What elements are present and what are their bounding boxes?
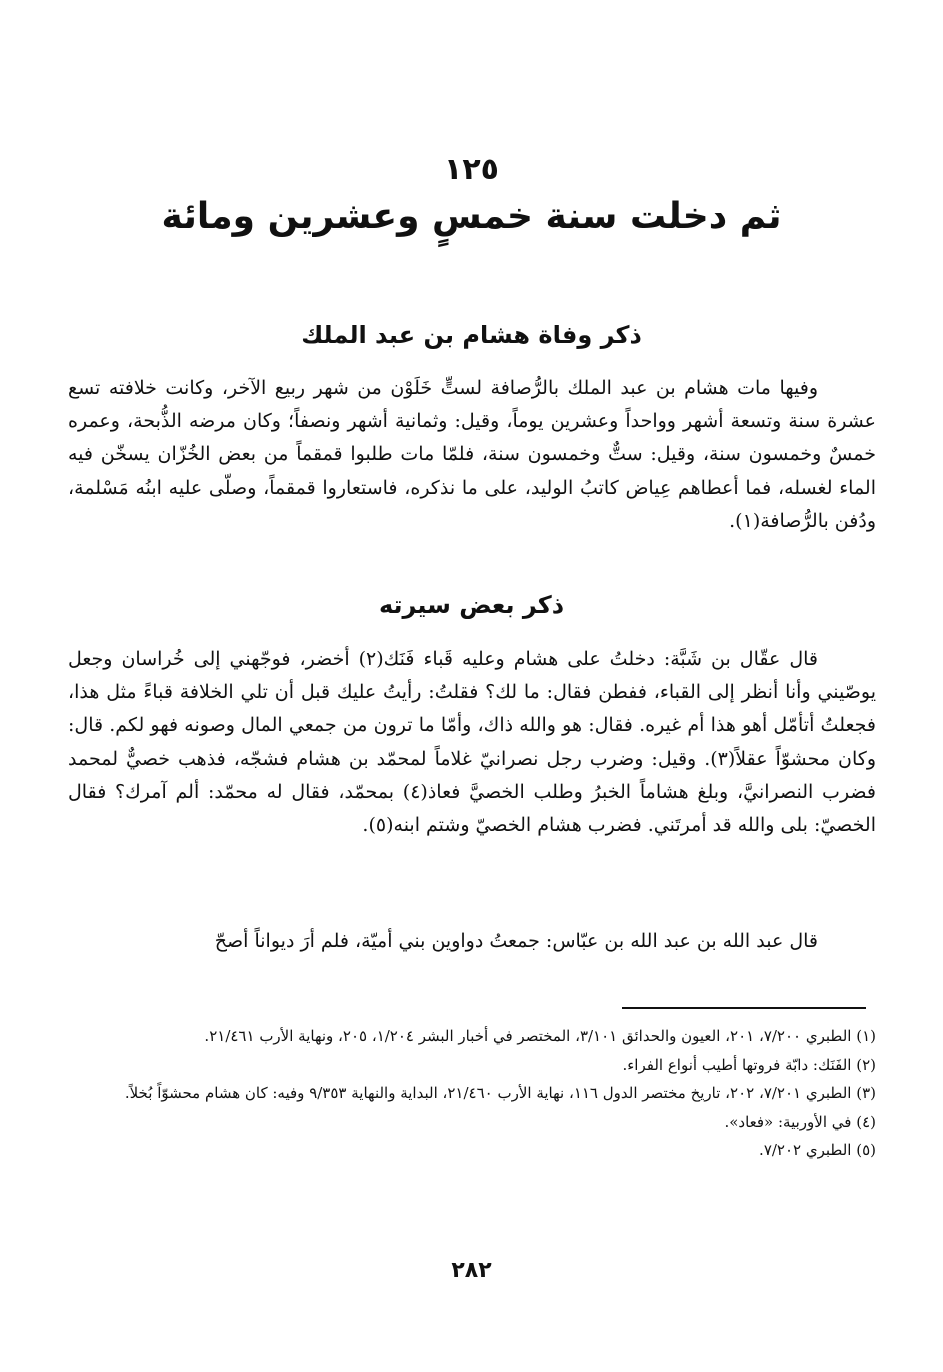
footnote-divider [622,1007,866,1009]
paragraph-biography-1: قال عقّال بن شَبَّة: دخلتُ على هشام وعليه قَباء فَنَك(٢) أخضر، فوجّهني إلى خُراسان وجعل يوصّيني وأنا أنظر إلى القباء، ففطن فقال: ما لك؟ فقلتُ: رأيتُ عليك قبل أن تلي الخلافة قباءً مثل هذا، فجعلتُ أتأمّل أهو هذا أم غيره. فقال: هو والله ذاك، وأمّا ما ترون من جمعي المال وصونه فهو لكم. قال: وكان محشوّاً عقلاً(٣). وقيل: وضرب رجل نصرانيّ غلاماً لمحمّد بن هشام فشجّه، فذهب خصيٌّ لمحمد فضرب النصرانيَّ، وبلغ هشاماً الخبرُ وطلب الخصيَّ فعاذ(٤) بمحمّد، فقال له محمّد: ألم آمرك؟ فقال الخصيّ: بلى والله قد أمرتَني. فضرب هشام الخصيّ وشتم ابنه(٥). [68,648,876,837]
chapter-title: ثم دخلت سنة خمسٍ وعشرين ومائة [161,196,782,237]
footnote-2: (٢) الفَنَك: دابّة فروتها أطيب أنواع الفراء. [622,1055,876,1074]
footnote-5: (٥) الطبري ٧/٢٠٢. [759,1141,876,1159]
footnotes-list [68,1024,876,1167]
page-number: ٢٨٢ [451,1258,492,1283]
section-heading-biography: ذكر بعض سيرته [378,591,565,619]
paragraph-death-of-hisham: وفيها مات هشام بن عبد الملك بالرُّصافة لستٍّ خَلَوْن من شهر ربيع الآخر، وكانت خلافته تسع عشرة سنة وتسعة أشهر وواحداً وعشرين يوماً، وقيل: وثمانية أشهر ونصفاً؛ وكان مرضه الذُّبحة، وعمره خمسٌ وخمسون سنة، وقيل: ستٌّ وخمسون سنة، فلمّا مات طلبوا قمقماً من بعض الخُزّان يسخّن فيه الماء لغسله، فما أعطاهم عِياض كاتبُ الوليد، على ما نذكره، فاستعاروا قمقماً، وصلّى عليه ابنُه مَسْلمة، ودُفن بالرُّصافة(١). [68,377,877,532]
section-heading-death-of-hisham: ذكر وفاة هشام بن عبد الملك [301,321,642,349]
paragraph-biography-2: قال عبد الله بن عبد الله بن عبّاس: جمعتُ دواوين بني أميّة، فلم أرَ ديواناً أصحّ [214,930,818,952]
chapter-number: ١٢٥ [444,152,499,187]
footnote-1: (١) الطبري ٧/٢٠٠، ٢٠١، العيون والحدائق ٣/١٠١، المختصر في أخبار البشر ١/٢٠٤، ٢٠٥، ونهاية الأرب ٢١/٤٦١. [204,1027,876,1045]
footnote-4: (٤) في الأوربية: «فعاد». [724,1112,876,1131]
footnote-3: (٣) الطبري ٧/٢٠١، ٢٠٢، تاريخ مختصر الدول ١١٦، نهاية الأرب ٢١/٤٦٠، البداية والنهاية ٩/٣٥٣ وفيه: كان هشام محشوّاً بُخلاً. [124,1084,876,1102]
